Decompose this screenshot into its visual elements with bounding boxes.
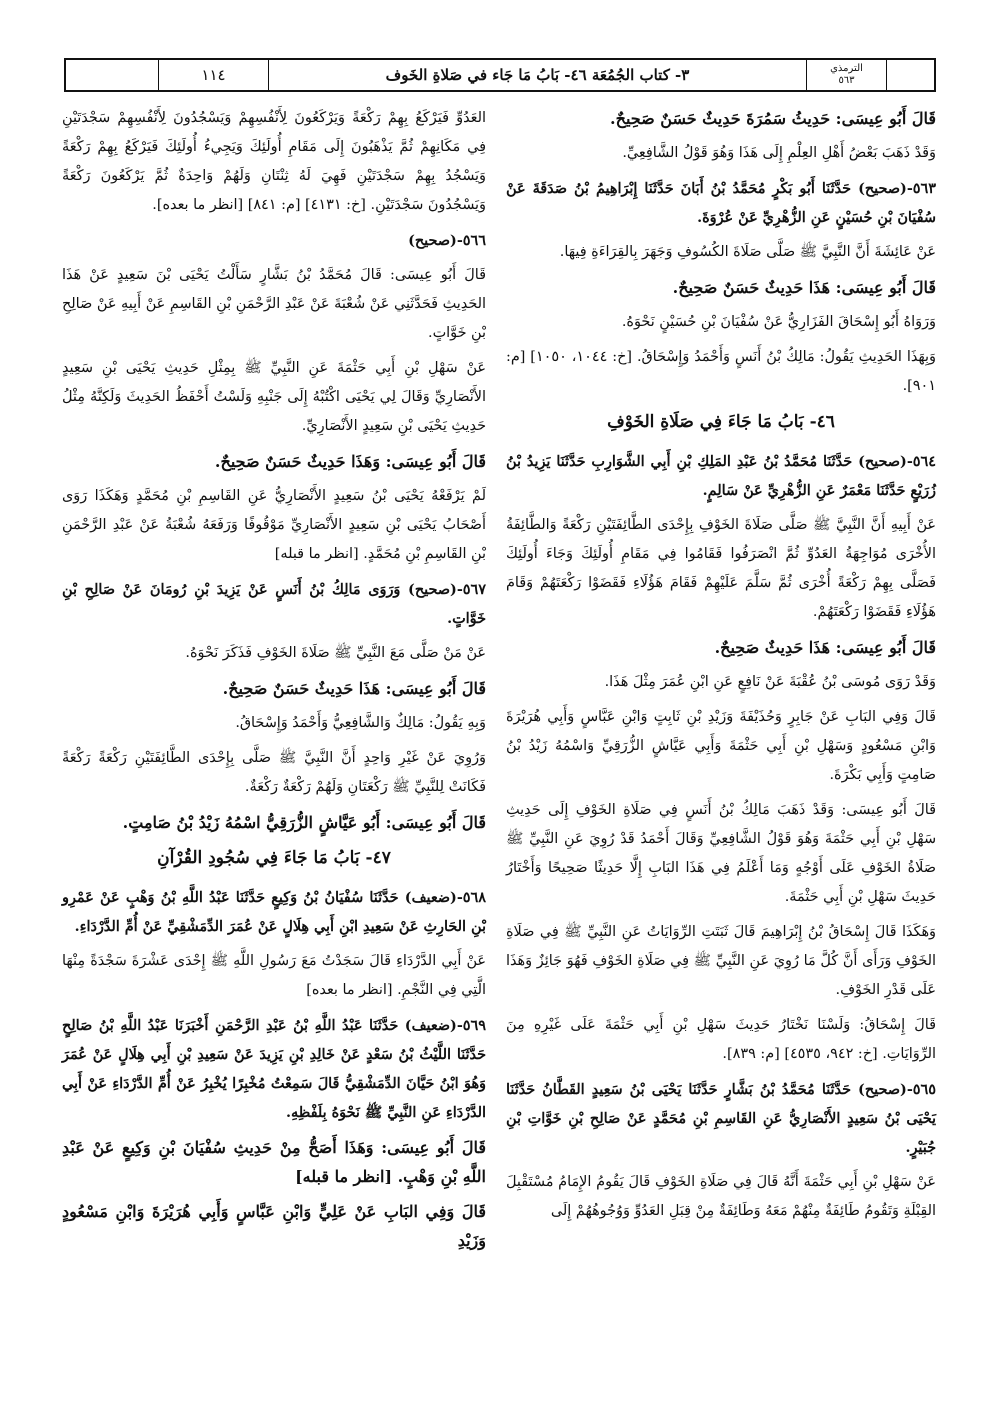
hadith-569: ٥٦٩-(ضعيف) حَدَّثَنَا عَبْدُ اللَّهِ بْنُ عَبْدِ الرَّحْمَنِ أَخْبَرَنَا عَبْدُ اللَّهِ بْنُ صَالِحٍ حَدَّثَنَا اللَّيْثُ بْنُ سَعْدٍ عَنْ خَالِدِ بْنِ يَزِيدَ عَنْ سَعِيدِ بْنِ أَبِي هِلَالٍ عَنْ عُمَرَ وَهُوَ ابْنُ حَيَّانَ الدِّمَشْقِيُّ قَالَ سَمِعْتُ مُخْبِرًا يُخْبِرُ عَنْ أُمِّ الدَّرْدَاءِ عَنْ أَبِي الدَّرْدَاءِ عَنِ النَّبِيِّ ﷺ نَحْوَهُ بِلَفْظِهِ. [62, 1017, 486, 1121]
text-paragraph: وَرُوِيَ عَنْ غَيْرِ وَاحِدٍ أَنَّ النَّبِيَّ ﷺ صَلَّى بِإِحْدَى الطَّائِفَتَيْنِ رَكْعَةً رَكْعَةً فَكَانَتْ لِلنَّبِيِّ ﷺ رَكْعَتَانِ وَلَهُمْ رَكْعَةٌ رَكْعَةٌ. [62, 750, 486, 795]
right-column [506, 104, 936, 1232]
text-paragraph: وَبِهِ يَقُولُ: مَالِكٌ وَالشَّافِعِيُّ وَأَحْمَدُ وَإِسْحَاقُ. [235, 715, 486, 731]
hadith-567: ٥٦٧-(صحيح) وَرَوَى مَالِكُ بْنُ أَنَسٍ عَنْ يَزِيدَ بْنِ رُومَانَ عَنْ صَالِحِ بْنِ خَوَّاتٍ. [62, 581, 486, 627]
header-title: ٣- كتاب الجُمُعَة ٤٦- بَابُ مَا جَاء في صَلاةِ الخَوف [268, 60, 806, 90]
text-paragraph: عَنْ أَبِيهِ أَنَّ النَّبِيَّ ﷺ صَلَّى صَلَاةَ الخَوْفِ بِإِحْدَى الطَّائِفَتَيْنِ رَكْعَةً وَالطَّائِفَةُ الأُخْرَى مُوَاجِهَةُ العَدُوِّ ثُمَّ انْصَرَفُوا فَقَامُوا فِي مَقَامِ أُولَئِكَ وَجَاءَ أُولَئِكَ فَصَلَّى بِهِمْ رَكْعَةً أُخْرَى ثُمَّ سَلَّمَ عَلَيْهِمْ فَقَامَ هَؤُلَاءِ فَقَضَوْا رَكْعَتَهُمْ وَقَامَ هَؤُلَاءِ فَقَضَوْا رَكْعَتَهُمْ. [506, 517, 936, 620]
text-paragraph: وَقَدْ ذَهَبَ بَعْضُ أَهْلِ العِلْمِ إِلَى هَذَا وَهُوَ قَوْلُ الشَّافِعِيِّ. [622, 145, 936, 161]
text-paragraph: العَدُوِّ فَيَرْكَعُ بِهِمْ رَكْعَةً وَيَرْكَعُونَ لِأَنْفُسِهِمْ وَيَسْجُدُونَ لِأَنْفُسِهِمْ سَجْدَتَيْنِ فِي مَكَانِهِمْ ثُمَّ يَذْهَبُونَ إِلَى مَقَامِ أُولَئِكَ وَيَجِيءُ أُولَئِكَ فَيَرْكَعُ بِهِمْ رَكْعَةً وَيَسْجُدُ بِهِمْ سَجْدَتَيْنِ فَهِيَ لَهُ ثِنْتَانِ وَلَهُمْ وَاحِدَةٌ ثُمَّ يَرْكَعُونَ رَكْعَةً وَيَسْجُدُونَ سَجْدَتَيْنِ. [خ: ٤١٣١] [م: ٨٤١] [انظر ما بعده]. [62, 110, 486, 213]
page-header [64, 58, 936, 92]
header-ref-line2: ٥٦٣ [838, 75, 855, 86]
page-number: ١١٤ [158, 60, 268, 90]
text-paragraph: قَالَ إِسْحَاقُ: وَلَسْنَا نَخْتَارُ حَدِيثَ سَهْلِ بْنِ أَبِي حَثْمَةَ عَلَى غَيْرِهِ مِنَ الرِّوَايَاتِ. [خ: ٩٤٢، ٤٥٣٥] [م: ٨٣٩]. [506, 1017, 936, 1062]
text-paragraph: عَنْ مَنْ صَلَّى مَعَ النَّبِيِّ ﷺ صَلَاةَ الخَوْفِ فَذَكَرَ نَحْوَهُ. [185, 645, 486, 661]
text-paragraph: عَنْ سَهْلِ بْنِ أَبِي حَثْمَةَ أَنَّهُ قَالَ فِي صَلَاةِ الخَوْفِ قَالَ يَقُومُ الإِمَامُ مُسْتَقْبِلَ القِبْلَةِ وَتَقُومُ طَائِفَةٌ مِنْهُمْ مَعَهُ وَطَائِفَةٌ مِنْ قِبَلِ العَدُوِّ وَوُجُوهُهُمْ إِلَى [506, 1174, 936, 1219]
text-paragraph: قَالَ أَبُو عِيسَى: وَهَذَا حَدِيثٌ حَسَنٌ صَحِيحٌ. [214, 452, 486, 471]
header-reference [806, 60, 886, 90]
text-paragraph: وَقَدْ رَوَى مُوسَى بْنُ عُقْبَةَ عَنْ نَافِعٍ عَنِ ابْنِ عُمَرَ مِثْلَ هَذَا. [604, 674, 936, 690]
chapter-46-heading: ٤٦- بَابُ مَا جَاءَ فِي صَلَاةِ الخَوْفِ [607, 412, 835, 432]
hadith-566: ٥٦٦-(صحيح) [408, 232, 486, 249]
header-blank-right [886, 60, 934, 90]
header-ref-line1: الترمذي [830, 63, 863, 74]
text-paragraph: قَالَ وَفِي البَابِ عَنْ عَلِيٍّ وَابْنِ عَبَّاسٍ وَأَبِي هُرَيْرَةَ وَابْنِ مَسْعُودٍ وَزَيْدِ [62, 1202, 486, 1250]
hadith-568: ٥٦٨-(ضعيف) حَدَّثَنَا سُفْيَانُ بْنُ وَكِيعٍ حَدَّثَنَا عَبْدُ اللَّهِ بْنُ وَهْبٍ عَنْ عَمْرِو بْنِ الحَارِثِ عَنْ سَعِيدِ ابْنِ أَبِي هِلَالٍ عَنْ عُمَرَ الدِّمَشْقِيِّ عَنْ أُمِّ الدَّرْدَاءِ. [62, 889, 486, 935]
text-paragraph: قَالَ أَبُو عِيسَى: أَبُو عَيَّاشٍ الزُّرَقِيُّ اسْمُهُ زَيْدُ بْنُ صَامِتٍ. [122, 813, 486, 832]
text-paragraph: قَالَ أَبُو عِيسَى: هَذَا حَدِيثٌ حَسَنٌ صَحِيحٌ. [672, 278, 936, 297]
chapter-47-heading: ٤٧- بَابُ مَا جَاءَ فِي سُجُودِ القُرْآنِ [157, 848, 391, 868]
text-paragraph: قَالَ أَبُو عِيسَى: هَذَا حَدِيثٌ صَحِيحٌ. [714, 638, 936, 657]
text-paragraph: قَالَ أَبُو عِيسَى: قَالَ مُحَمَّدُ بْنُ بَشَّارٍ سَأَلْتُ يَحْيَى بْنَ سَعِيدٍ عَنْ هَذَا الحَدِيثِ فَحَدَّثَنِي عَنْ شُعْبَةَ عَنْ عَبْدِ الرَّحْمَنِ بْنِ القَاسِمِ عَنْ أَبِيهِ عَنْ صَالِحِ بْنِ خَوَّاتٍ. [62, 267, 486, 341]
text-paragraph: عَنْ سَهْلِ بْنِ أَبِي حَثْمَةَ عَنِ النَّبِيِّ ﷺ بِمِثْلِ حَدِيثِ يَحْيَى بْنِ سَعِيدٍ الأَنْصَارِيِّ وَقَالَ لِي يَحْيَى اكْتُبْهُ إِلَى جَنْبِهِ وَلَسْتُ أَحْفَظُ الحَدِيثَ وَلَكِنَّهُ مِثْلُ حَدِيثِ يَحْيَى بْنِ سَعِيدٍ الأَنْصَارِيِّ. [62, 360, 486, 434]
hadith-564: ٥٦٤-(صحيح) حَدَّثَنَا مُحَمَّدُ بْنُ عَبْدِ المَلِكِ بْنِ أَبِي الشَّوَارِبِ حَدَّثَنَا يَزِيدُ بْنُ زُرَيْعٍ حَدَّثَنَا مَعْمَرٌ عَنِ الزُّهْرِيِّ عَنْ سَالِمٍ. [506, 453, 936, 499]
text-paragraph: وَهَكَذَا قَالَ إِسْحَاقُ بْنُ إِبْرَاهِيمَ قَالَ ثَبَتَتِ الرِّوَايَاتُ عَنِ النَّبِيِّ ﷺ فِي صَلَاةِ الخَوْفِ وَرَأَى أَنَّ كُلَّ مَا رُوِيَ عَنِ النَّبِيِّ ﷺ فِي صَلَاةِ الخَوْفِ فَهُوَ جَائِزٌ وَهَذَا عَلَى قَدْرِ الخَوْفِ. [506, 924, 936, 998]
text-paragraph: وَرَوَاهُ أَبُو إِسْحَاقَ الفَزَارِيُّ عَنْ سُفْيَانَ بْنِ حُسَيْنٍ نَحْوَهُ. [621, 314, 936, 330]
text-paragraph: وَبِهَذَا الحَدِيثِ يَقُولُ: مَالِكُ بْنُ أَنَسٍ وَأَحْمَدُ وَإِسْحَاقُ. [خ: ١٠٤٤، ١٠٥٠] [م: ٩٠١]. [506, 349, 936, 394]
hadith-565: ٥٦٥-(صحيح) حَدَّثَنَا مُحَمَّدُ بْنُ بَشَّارٍ حَدَّثَنَا يَحْيَى بْنُ سَعِيدٍ القَطَّانُ حَدَّثَنَا يَحْيَى بْنُ سَعِيدٍ الأَنْصَارِيُّ عَنِ القَاسِمِ بْنِ مُحَمَّدٍ عَنْ صَالِحِ بْنِ خَوَّاتِ بْنِ جُبَيْرٍ. [506, 1081, 936, 1156]
text-paragraph: عَنْ عَائِشَةَ أَنَّ النَّبِيَّ ﷺ صَلَّى صَلَاةَ الكُسُوفِ وَجَهَرَ بِالقِرَاءَةِ فِيهَا. [559, 244, 936, 260]
left-column [62, 104, 486, 1261]
text-paragraph: قَالَ أَبُو عِيسَى: هَذَا حَدِيثٌ حَسَنٌ صَحِيحٌ. [222, 679, 486, 698]
hadith-563: ٥٦٣-(صحيح) حَدَّثَنَا أَبُو بَكْرٍ مُحَمَّدُ بْنُ أَبَانَ حَدَّثَنَا إِبْرَاهِيمُ بْنُ صَدَقَةَ عَنْ سُفْيَانَ بْنِ حُسَيْنٍ عَنِ الزُّهْرِيِّ عَنْ عُرْوَةَ. [506, 180, 936, 226]
text-paragraph: قَالَ أَبُو عِيسَى: وَقَدْ ذَهَبَ مَالِكُ بْنُ أَنَسٍ فِي صَلَاةِ الخَوْفِ إِلَى حَدِيثِ سَهْلِ بْنِ أَبِي حَثْمَةَ وَهُوَ قَوْلُ الشَّافِعِيِّ وَقَالَ أَحْمَدُ قَدْ رُوِيَ عَنِ النَّبِيِّ ﷺ صَلَاةُ الخَوْفِ عَلَى أَوْجُهٍ وَمَا أَعْلَمُ فِي هَذَا البَابِ إِلَّا حَدِيثًا صَحِيحًا وَأَخْتَارُ حَدِيثَ سَهْلِ بْنِ أَبِي حَثْمَةَ. [506, 802, 936, 905]
header-blank-left [66, 60, 158, 90]
text-paragraph: قَالَ أَبُو عِيسَى: حَدِيثُ سَمُرَةَ حَدِيثٌ حَسَنٌ صَحِيحٌ. [610, 109, 936, 128]
text-paragraph: عَنْ أَبِي الدَّرْدَاءِ قَالَ سَجَدْتُ مَعَ رَسُولِ اللَّهِ ﷺ إِحْدَى عَشْرَةَ سَجْدَةً مِنْهَا الَّتِي فِي النَّجْمِ. [انظر ما بعده] [62, 953, 486, 998]
text-paragraph: قَالَ وَفِي البَابِ عَنْ جَابِرٍ وَحُذَيْفَةَ وَزَيْدِ بْنِ ثَابِتٍ وَابْنِ عَبَّاسٍ وَأَبِي هُرَيْرَةَ وَابْنِ مَسْعُودٍ وَسَهْلِ بْنِ أَبِي حَثْمَةَ وَأَبِي عَيَّاشٍ الزُّرَقِيِّ وَاسْمُهُ زَيْدُ بْنُ صَامِتٍ وَأَبِي بَكْرَةَ. [506, 709, 936, 783]
text-paragraph: قَالَ أَبُو عِيسَى: وَهَذَا أَصَحُّ مِنْ حَدِيثِ سُفْيَانَ بْنِ وَكِيعٍ عَنْ عَبْدِ اللَّهِ بْنِ وَهْبٍ. [انظر ما قبله] [62, 1138, 486, 1186]
text-paragraph: لَمْ يَرْفَعْهُ يَحْيَى بْنُ سَعِيدٍ الأَنْصَارِيُّ عَنِ القَاسِمِ بْنِ مُحَمَّدٍ وَهَكَذَا رَوَى أَصْحَابُ يَحْيَى بْنِ سَعِيدٍ الأَنْصَارِيِّ مَوْقُوفًا وَرَفَعَهُ شُعْبَةُ عَنْ عَبْدِ الرَّحْمَنِ بْنِ القَاسِمِ بْنِ مُحَمَّدٍ. [انظر ما قبله] [62, 488, 486, 562]
